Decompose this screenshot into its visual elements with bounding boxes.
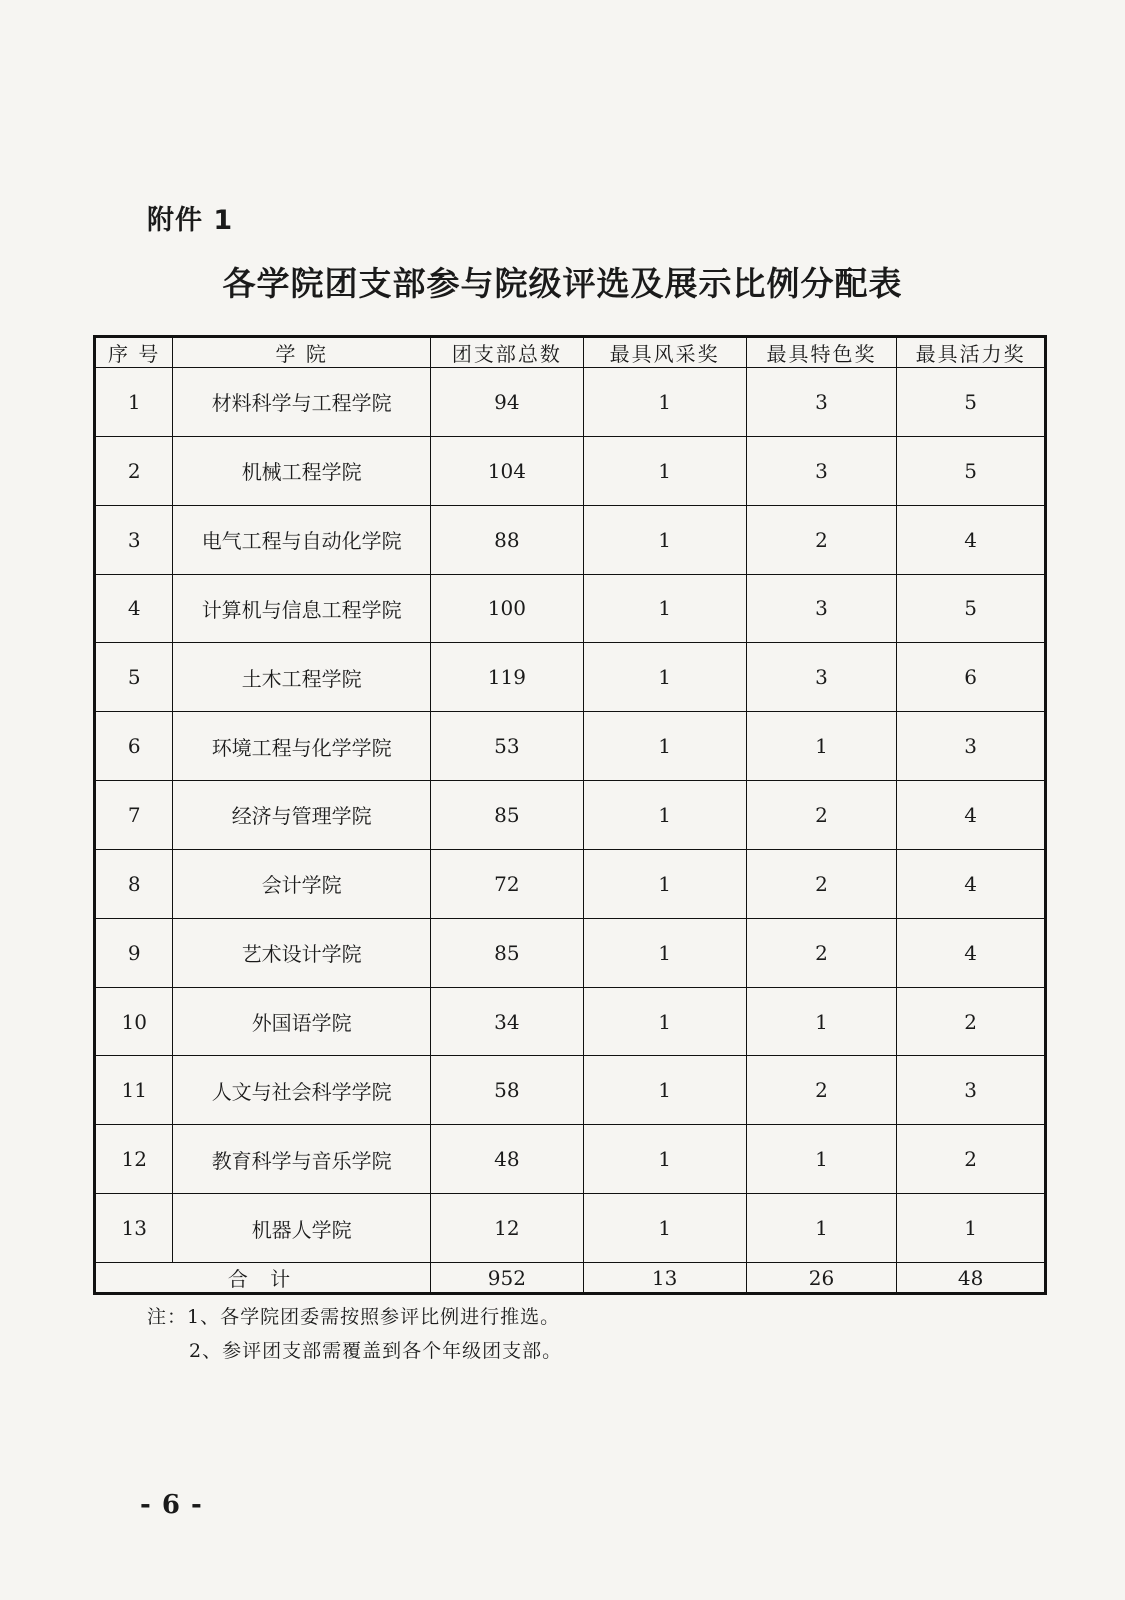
college-name: 人文与社会科学学院 bbox=[173, 1056, 431, 1125]
attachment-label: 附件 1 bbox=[147, 205, 234, 236]
award-style-count: 1 bbox=[583, 987, 746, 1056]
row-number: 1 bbox=[95, 368, 173, 437]
total-row bbox=[95, 1263, 1046, 1294]
award-feature-count: 3 bbox=[746, 574, 897, 643]
table-row bbox=[95, 1056, 1046, 1125]
award-feature-count: 3 bbox=[746, 436, 897, 505]
branch-total: 48 bbox=[430, 1125, 583, 1194]
row-number: 5 bbox=[95, 643, 173, 712]
allocation-table bbox=[93, 335, 1047, 1295]
award-style-count: 1 bbox=[583, 781, 746, 850]
document-title: 各学院团支部参与院级评选及展示比例分配表 bbox=[222, 264, 903, 303]
total-label: 合 计 bbox=[95, 1263, 431, 1294]
header-total: 团支部总数 bbox=[430, 337, 583, 368]
table-header-row bbox=[95, 337, 1046, 368]
table-row bbox=[95, 712, 1046, 781]
total-award-style: 13 bbox=[583, 1263, 746, 1294]
branch-total: 85 bbox=[430, 918, 583, 987]
table-row bbox=[95, 436, 1046, 505]
header-award-vitality: 最具活力奖 bbox=[897, 337, 1046, 368]
award-feature-count: 2 bbox=[746, 505, 897, 574]
branch-total: 119 bbox=[430, 643, 583, 712]
branch-total: 85 bbox=[430, 781, 583, 850]
award-feature-count: 1 bbox=[746, 987, 897, 1056]
branch-total: 94 bbox=[430, 368, 583, 437]
table-row bbox=[95, 1194, 1046, 1263]
college-name: 机械工程学院 bbox=[173, 436, 431, 505]
college-name: 机器人学院 bbox=[173, 1194, 431, 1263]
row-number: 7 bbox=[95, 781, 173, 850]
college-name: 外国语学院 bbox=[173, 987, 431, 1056]
header-no: 序 号 bbox=[95, 337, 173, 368]
row-number: 11 bbox=[95, 1056, 173, 1125]
award-feature-count: 1 bbox=[746, 1125, 897, 1194]
note-2: 2、参评团支部需覆盖到各个年级团支部。 bbox=[189, 1340, 563, 1362]
row-number: 13 bbox=[95, 1194, 173, 1263]
total-award-vitality: 48 bbox=[897, 1263, 1046, 1294]
college-name: 教育科学与音乐学院 bbox=[173, 1125, 431, 1194]
row-number: 8 bbox=[95, 849, 173, 918]
college-name: 会计学院 bbox=[173, 849, 431, 918]
row-number: 4 bbox=[95, 574, 173, 643]
table-row bbox=[95, 781, 1046, 850]
award-vitality-count: 3 bbox=[897, 1056, 1046, 1125]
award-feature-count: 2 bbox=[746, 918, 897, 987]
branch-total: 104 bbox=[430, 436, 583, 505]
branch-total: 53 bbox=[430, 712, 583, 781]
award-style-count: 1 bbox=[583, 849, 746, 918]
row-number: 3 bbox=[95, 505, 173, 574]
award-vitality-count: 4 bbox=[897, 781, 1046, 850]
table-row bbox=[95, 643, 1046, 712]
award-vitality-count: 5 bbox=[897, 368, 1046, 437]
row-number: 6 bbox=[95, 712, 173, 781]
college-name: 经济与管理学院 bbox=[173, 781, 431, 850]
table-row bbox=[95, 1125, 1046, 1194]
college-name: 环境工程与化学学院 bbox=[173, 712, 431, 781]
total-award-feature: 26 bbox=[746, 1263, 897, 1294]
branch-total: 34 bbox=[430, 987, 583, 1056]
award-vitality-count: 5 bbox=[897, 436, 1046, 505]
row-number: 9 bbox=[95, 918, 173, 987]
award-style-count: 1 bbox=[583, 712, 746, 781]
table-row bbox=[95, 918, 1046, 987]
award-style-count: 1 bbox=[583, 1194, 746, 1263]
award-feature-count: 3 bbox=[746, 368, 897, 437]
row-number: 2 bbox=[95, 436, 173, 505]
award-vitality-count: 6 bbox=[897, 643, 1046, 712]
college-name: 电气工程与自动化学院 bbox=[173, 505, 431, 574]
award-feature-count: 2 bbox=[746, 1056, 897, 1125]
branch-total: 72 bbox=[430, 849, 583, 918]
award-style-count: 1 bbox=[583, 1056, 746, 1125]
branch-total: 58 bbox=[430, 1056, 583, 1125]
header-award-style: 最具风采奖 bbox=[583, 337, 746, 368]
page-number: - 6 - bbox=[140, 1490, 203, 1520]
award-style-count: 1 bbox=[583, 368, 746, 437]
row-number: 10 bbox=[95, 987, 173, 1056]
college-name: 土木工程学院 bbox=[173, 643, 431, 712]
college-name: 计算机与信息工程学院 bbox=[173, 574, 431, 643]
total-branches: 952 bbox=[430, 1263, 583, 1294]
award-vitality-count: 1 bbox=[897, 1194, 1046, 1263]
branch-total: 100 bbox=[430, 574, 583, 643]
table-row bbox=[95, 368, 1046, 437]
award-style-count: 1 bbox=[583, 574, 746, 643]
college-name: 材料科学与工程学院 bbox=[173, 368, 431, 437]
award-style-count: 1 bbox=[583, 1125, 746, 1194]
award-vitality-count: 5 bbox=[897, 574, 1046, 643]
award-style-count: 1 bbox=[583, 436, 746, 505]
award-vitality-count: 2 bbox=[897, 1125, 1046, 1194]
award-vitality-count: 3 bbox=[897, 712, 1046, 781]
award-feature-count: 3 bbox=[746, 643, 897, 712]
notes bbox=[147, 1300, 562, 1368]
note-1: 注：1、各学院团委需按照参评比例进行推选。 bbox=[147, 1306, 561, 1328]
table-row bbox=[95, 987, 1046, 1056]
award-vitality-count: 4 bbox=[897, 918, 1046, 987]
award-vitality-count: 4 bbox=[897, 849, 1046, 918]
award-vitality-count: 2 bbox=[897, 987, 1046, 1056]
branch-total: 88 bbox=[430, 505, 583, 574]
header-award-feature: 最具特色奖 bbox=[746, 337, 897, 368]
award-feature-count: 1 bbox=[746, 712, 897, 781]
award-style-count: 1 bbox=[583, 643, 746, 712]
table-row bbox=[95, 574, 1046, 643]
branch-total: 12 bbox=[430, 1194, 583, 1263]
award-feature-count: 2 bbox=[746, 781, 897, 850]
table-row bbox=[95, 849, 1046, 918]
award-feature-count: 2 bbox=[746, 849, 897, 918]
table-row bbox=[95, 505, 1046, 574]
header-college: 学 院 bbox=[173, 337, 431, 368]
row-number: 12 bbox=[95, 1125, 173, 1194]
award-style-count: 1 bbox=[583, 505, 746, 574]
award-style-count: 1 bbox=[583, 918, 746, 987]
award-feature-count: 1 bbox=[746, 1194, 897, 1263]
award-vitality-count: 4 bbox=[897, 505, 1046, 574]
college-name: 艺术设计学院 bbox=[173, 918, 431, 987]
